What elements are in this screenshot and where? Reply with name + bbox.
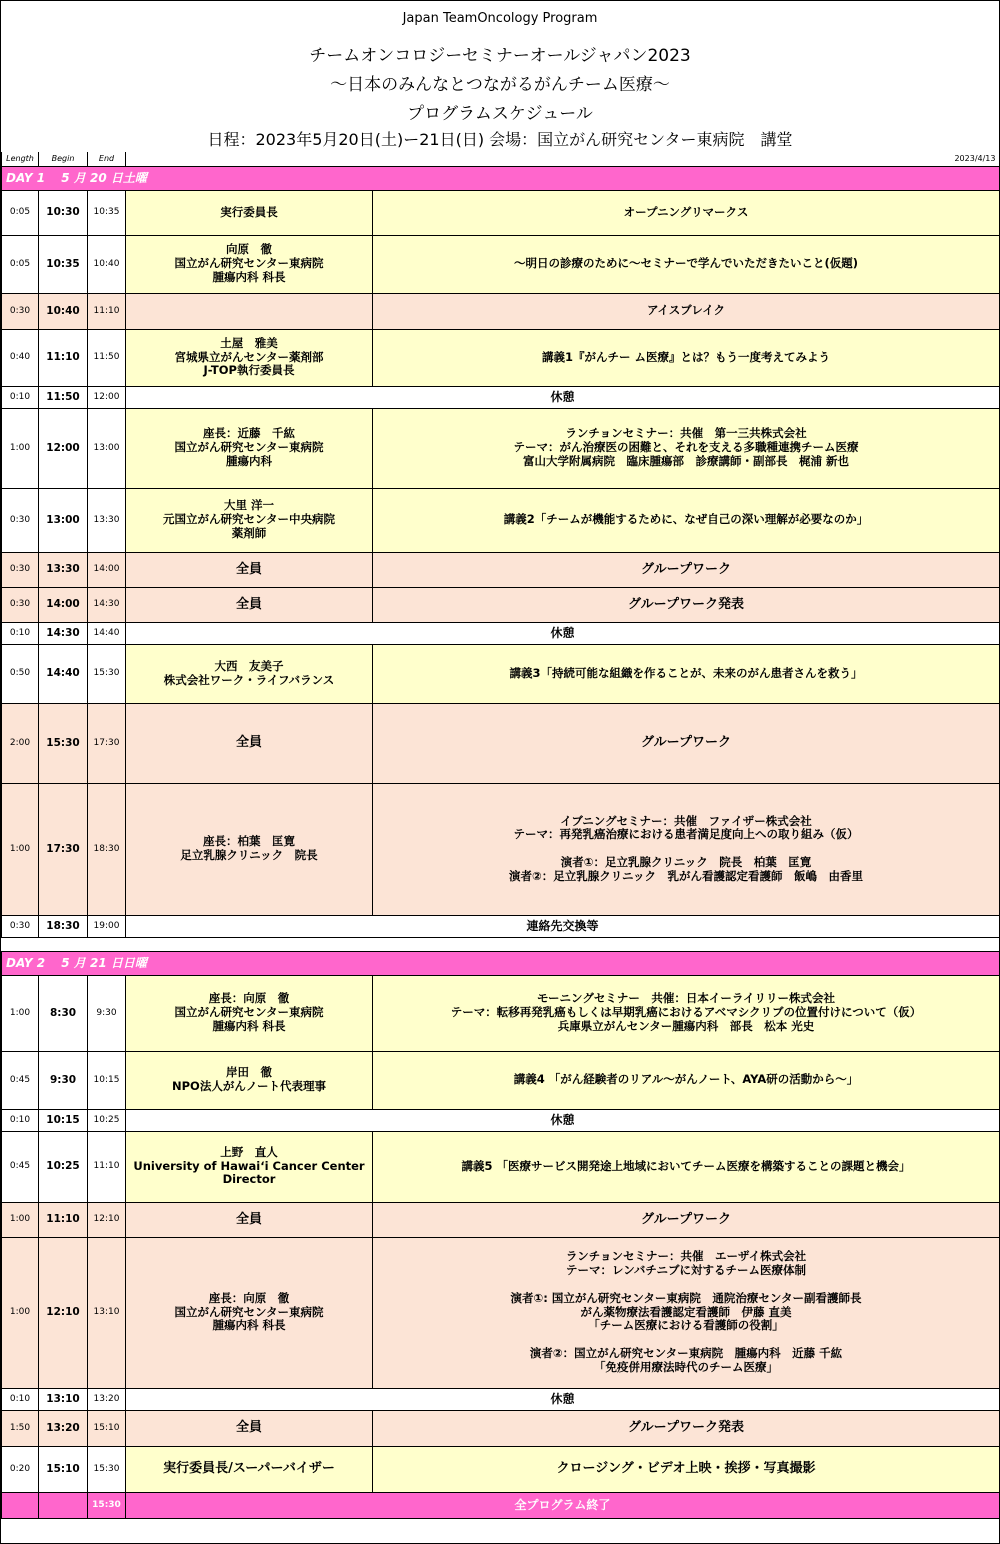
col-end-header: End: [88, 152, 126, 166]
session-begin: 14:40: [39, 644, 88, 703]
org-name: Japan TeamOncology Program: [402, 11, 598, 26]
session-end: 11:50: [88, 329, 126, 386]
session-row: [2, 552, 1000, 587]
break-label: 連絡先交換等: [126, 915, 1000, 937]
session-speaker: 座長：柏葉 匡寛 足立乳腺クリニック 院長: [126, 783, 373, 915]
session-begin: 15:30: [39, 703, 88, 783]
column-header-row: [2, 152, 1000, 166]
session-end: 18:30: [88, 783, 126, 915]
revision-date: 2023/4/13: [126, 152, 1000, 166]
session-content: グループワーク発表: [373, 1410, 1000, 1446]
session-length: 0:30: [2, 587, 39, 622]
session-row: [2, 703, 1000, 783]
session-length: 0:30: [2, 552, 39, 587]
session-speaker: 全員: [126, 1202, 373, 1237]
session-row: [2, 329, 1000, 386]
session-length: 1:00: [2, 1237, 39, 1388]
session-begin: 13:00: [39, 488, 88, 552]
gap-cell: [2, 937, 1000, 951]
day2-label: DAY 2 5 月 21 日日曜: [2, 951, 1000, 975]
session-row: [2, 975, 1000, 1051]
session-end: 13:00: [88, 408, 126, 488]
session-row: [2, 1410, 1000, 1446]
session-begin: 10:15: [39, 1109, 88, 1131]
session-end: 15:10: [88, 1410, 126, 1446]
seminar-subtitle: ～日本のみんなとつながるがんチーム医療～: [330, 75, 670, 95]
session-begin: 11:10: [39, 1202, 88, 1237]
session-begin: 8:30: [39, 975, 88, 1051]
session-speaker: 全員: [126, 587, 373, 622]
session-length: 0:10: [2, 1109, 39, 1131]
program-heading: プログラムスケジュール: [407, 104, 593, 124]
session-begin: 11:10: [39, 329, 88, 386]
session-content: 講義1『がんチー ム医療』とは？もう一度考えてみよう: [373, 329, 1000, 386]
session-length: 0:50: [2, 644, 39, 703]
session-end: 12:10: [88, 1202, 126, 1237]
session-length: 0:30: [2, 488, 39, 552]
session-row: [2, 386, 1000, 408]
session-begin: 10:35: [39, 235, 88, 293]
session-length: 0:10: [2, 622, 39, 644]
session-content: グループワーク: [373, 1202, 1000, 1237]
session-row: [2, 190, 1000, 235]
session-speaker: 座長：向原 徹 国立がん研究センター東病院 腫瘍内科 科長: [126, 975, 373, 1051]
session-content: オープニングリマークス: [373, 190, 1000, 235]
session-content: アイスブレイク: [373, 293, 1000, 329]
session-length: 1:00: [2, 975, 39, 1051]
session-content: グループワーク: [373, 703, 1000, 783]
break-label: 休憩: [126, 622, 1000, 644]
session-speaker: 全員: [126, 1410, 373, 1446]
day-gap-row: [2, 937, 1000, 951]
program-end-label: 全プログラム終了: [126, 1492, 1000, 1518]
session-end: 13:20: [88, 1388, 126, 1410]
session-row: [2, 1202, 1000, 1237]
session-end: 13:10: [88, 1237, 126, 1388]
session-speaker: 向原 徹 国立がん研究センター東病院 腫瘍内科 科長: [126, 235, 373, 293]
session-length: 0:45: [2, 1051, 39, 1109]
session-length: 0:05: [2, 235, 39, 293]
session-end: 14:40: [88, 622, 126, 644]
day1-header-row: [2, 166, 1000, 190]
session-row: [2, 915, 1000, 937]
session-begin: 10:30: [39, 190, 88, 235]
session-length: 0:30: [2, 293, 39, 329]
date-venue: 日程：2023年5月20日(土)ー21日(日) 会場：国立がん研究センター東病院 講堂: [207, 130, 793, 149]
break-label: 休憩: [126, 1109, 1000, 1131]
session-content: 講義2「チームが機能するために、なぜ自己の深い理解が必要なのか」: [373, 488, 1000, 552]
session-end: 15:30: [88, 1446, 126, 1492]
session-begin: 12:00: [39, 408, 88, 488]
day2-header-row: [2, 951, 1000, 975]
session-begin: 10:40: [39, 293, 88, 329]
session-length: 0:40: [2, 329, 39, 386]
session-row: [2, 783, 1000, 915]
schedule-table: [1, 152, 1000, 1519]
session-length: 1:00: [2, 1202, 39, 1237]
session-row: [2, 1237, 1000, 1388]
day1-label: DAY 1 5 月 20 日土曜: [2, 166, 1000, 190]
session-content: ランチョンセミナー：共催 第一三共株式会社 テーマ：がん治療医の困難と、それを支える多職種連携チーム医療 富山大学附属病院 臨床腫瘍部 診療講師・副部長 梶浦 新也: [373, 408, 1000, 488]
session-speaker: 実行委員長: [126, 190, 373, 235]
session-begin: 13:10: [39, 1388, 88, 1410]
session-speaker: 全員: [126, 552, 373, 587]
session-content: クロージング・ビデオ上映・挨拶・写真撮影: [373, 1446, 1000, 1492]
session-speaker: 座長：近藤 千紘 国立がん研究センター東病院 腫瘍内科: [126, 408, 373, 488]
session-length: 1:00: [2, 783, 39, 915]
session-length: 0:20: [2, 1446, 39, 1492]
col-length-header: Length: [2, 152, 39, 166]
session-end: 11:10: [88, 293, 126, 329]
session-begin: 11:50: [39, 386, 88, 408]
session-begin: 17:30: [39, 783, 88, 915]
session-row: [2, 644, 1000, 703]
session-length: 1:50: [2, 1410, 39, 1446]
session-row: [2, 1446, 1000, 1492]
session-speaker: 座長：向原 徹 国立がん研究センター東病院 腫瘍内科 科長: [126, 1237, 373, 1388]
session-speaker: 土屋 雅美 宮城県立がんセンター薬剤部 J-TOP執行委員長: [126, 329, 373, 386]
session-end: 12:00: [88, 386, 126, 408]
session-end: 10:25: [88, 1109, 126, 1131]
schedule-body: [2, 152, 1000, 1518]
program-end-row: [2, 1492, 1000, 1518]
session-length: 0:30: [2, 915, 39, 937]
session-begin: 15:10: [39, 1446, 88, 1492]
session-end: 9:30: [88, 975, 126, 1051]
session-end: 10:40: [88, 235, 126, 293]
session-row: [2, 622, 1000, 644]
break-label: 休憩: [126, 1388, 1000, 1410]
session-row: [2, 235, 1000, 293]
session-end: 10:35: [88, 190, 126, 235]
session-begin: 10:25: [39, 1131, 88, 1202]
end-row-begin: [39, 1492, 88, 1518]
session-length: 1:00: [2, 408, 39, 488]
session-row: [2, 293, 1000, 329]
session-row: [2, 1388, 1000, 1410]
session-length: 0:10: [2, 1388, 39, 1410]
session-end: 19:00: [88, 915, 126, 937]
session-content: ランチョンセミナー：共催 エーザイ株式会社 テーマ：レンバチニブに対するチーム医療体制 演者①: 国立がん研究センター東病院 通院治療センター副看護師長 がん薬物療法看護認定看護師 伊藤 直美 「チーム医療における看護師の役割」 演者②：国立がん研究センター東病院 腫瘍内科 近藤 千紘 「免疫併用療法時代のチーム医療」: [373, 1237, 1000, 1388]
session-speaker: 実行委員長/スーパーバイザー: [126, 1446, 373, 1492]
end-row-length: [2, 1492, 39, 1518]
session-begin: 13:30: [39, 552, 88, 587]
session-content: グループワーク: [373, 552, 1000, 587]
session-begin: 18:30: [39, 915, 88, 937]
session-length: 0:45: [2, 1131, 39, 1202]
session-speaker: 大西 友美子 株式会社ワーク・ライフバランス: [126, 644, 373, 703]
session-end: 15:30: [88, 644, 126, 703]
session-speaker: 大里 洋一 元国立がん研究センター中央病院 薬剤師: [126, 488, 373, 552]
session-end: 13:30: [88, 488, 126, 552]
session-row: [2, 1051, 1000, 1109]
session-end: 14:30: [88, 587, 126, 622]
session-begin: 9:30: [39, 1051, 88, 1109]
session-row: [2, 587, 1000, 622]
session-content: 講義5 「医療サービス開発途上地域においてチーム医療を構築することの課題と機会」: [373, 1131, 1000, 1202]
session-content: イブニングセミナー：共催 ファイザー株式会社 テーマ：再発乳癌治療における患者満足度向上への取り組み（仮） 演者①：足立乳腺クリニック 院長 柏葉 匡寛 演者②：足立乳腺クリニック 乳がん看護認定看護師 飯嶋 由香里: [373, 783, 1000, 915]
session-length: 0:05: [2, 190, 39, 235]
session-row: [2, 1109, 1000, 1131]
session-end: 17:30: [88, 703, 126, 783]
session-begin: 13:20: [39, 1410, 88, 1446]
session-row: [2, 488, 1000, 552]
session-begin: 12:10: [39, 1237, 88, 1388]
session-end: 10:15: [88, 1051, 126, 1109]
end-row-end: 15:30: [88, 1492, 126, 1518]
session-end: 14:00: [88, 552, 126, 587]
session-begin: 14:30: [39, 622, 88, 644]
session-length: 0:10: [2, 386, 39, 408]
session-speaker: 上野 直人 University of Hawai‘i Cancer Center Director: [126, 1131, 373, 1202]
session-speaker: 全員: [126, 703, 373, 783]
session-row: [2, 1131, 1000, 1202]
session-content: モーニングセミナー 共催：日本イーライリリー株式会社 テーマ：転移再発乳癌もしくは早期乳癌におけるアベマシクリブの位置付けについて（仮） 兵庫県立がんセンター腫瘍内科 部長 松本 光史: [373, 975, 1000, 1051]
session-speaker: [126, 293, 373, 329]
session-content: グループワーク発表: [373, 587, 1000, 622]
session-content: ～明日の診療のために～セミナーで学んでいただきたいこと(仮題): [373, 235, 1000, 293]
seminar-title: チームオンコロジーセミナーオールジャパン2023: [309, 46, 691, 66]
session-begin: 14:00: [39, 587, 88, 622]
session-end: 11:10: [88, 1131, 126, 1202]
break-label: 休憩: [126, 386, 1000, 408]
session-content: 講義3「持続可能な組織を作ることが、未来のがん患者さんを救う」: [373, 644, 1000, 703]
session-row: [2, 408, 1000, 488]
col-begin-header: Begin: [39, 152, 88, 166]
session-speaker: 岸田 徹 NPO法人がんノート代表理事: [126, 1051, 373, 1109]
session-length: 2:00: [2, 703, 39, 783]
session-content: 講義4 「がん経験者のリアル～がんノート、AYA研の活動から～」: [373, 1051, 1000, 1109]
